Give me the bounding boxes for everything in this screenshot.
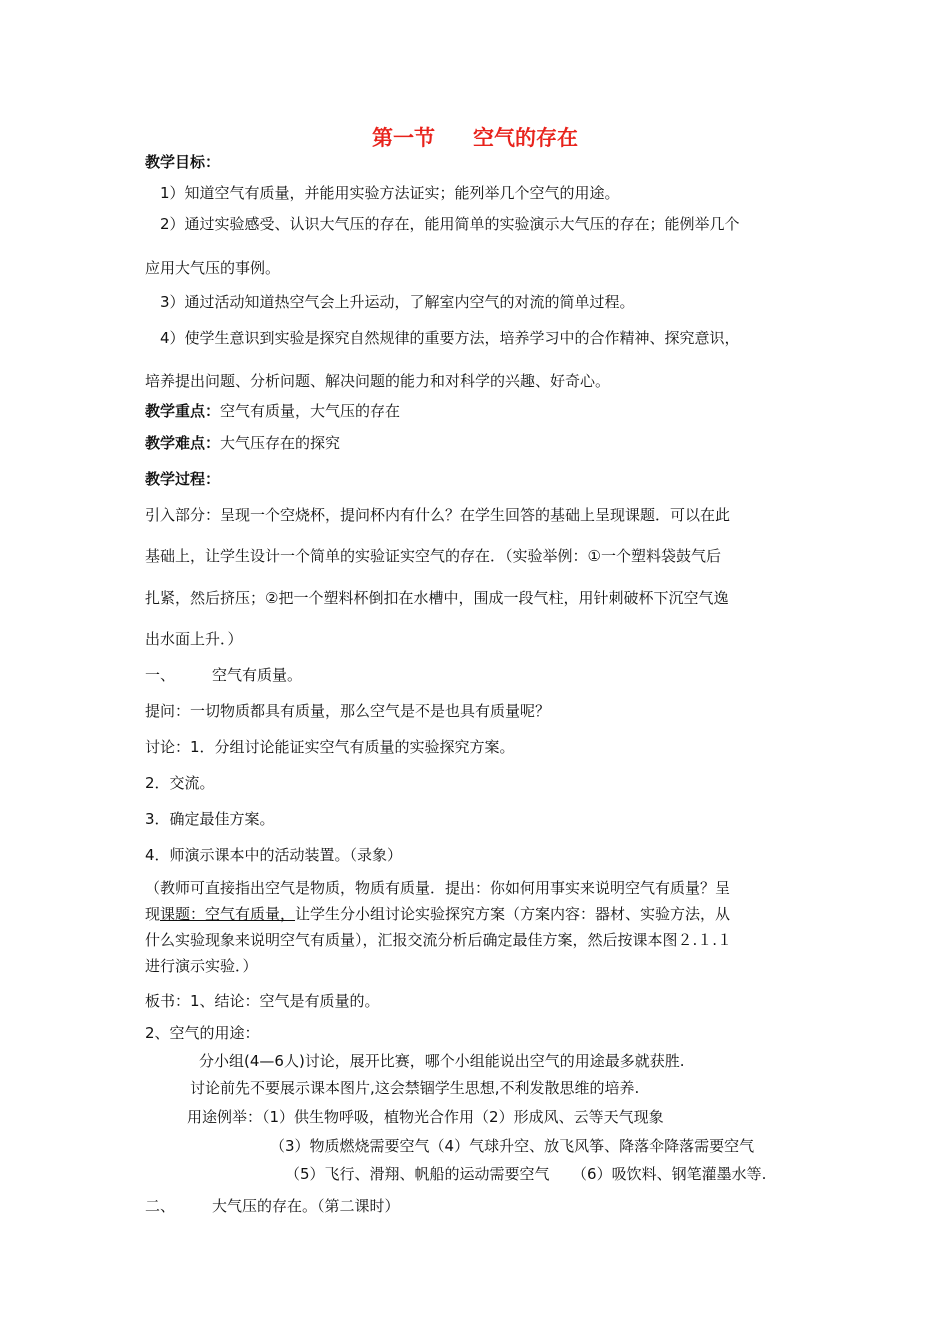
uses-line: 讨论前先不要展示课本图片,这会禁锢学生思想,不利发散思维的培养.	[190, 1079, 640, 1097]
objective-item: 1）知道空气有质量，并能用实验方法证实；能列举几个空气的用途。	[160, 184, 620, 202]
objective-item: 应用大气压的事例。	[145, 259, 281, 277]
examples-line: （3）物质燃烧需要空气（4）气球升空、放飞风筝、降落伞降落需要空气	[270, 1137, 755, 1155]
key-points	[145, 401, 400, 421]
objective-item: 3）通过活动知道热空气会上升运动，了解室内空气的对流的简单过程。	[160, 293, 635, 311]
difficulty-label: 教学难点：	[145, 434, 221, 452]
examples-line: （5）飞行、滑翔、帆船的运动需要空气 （6）吸饮料、钢笔灌墨水等.	[285, 1165, 767, 1183]
objective-item: 2）通过实验感受、认识大气压的存在，能用简单的实验演示大气压的存在；能例举几个	[160, 215, 740, 233]
discussion-item: 讨论：1．分组讨论能证实空气有质量的实验探究方案。	[145, 738, 515, 756]
page-title	[0, 124, 950, 152]
discussion-item: 2．交流。	[145, 774, 215, 792]
difficulty-text: 大气压存在的探究	[220, 434, 341, 452]
note-line: 什么实验现象来说明空气有质量），汇报交流分析后确定最佳方案，然后按课本图２.１.１	[145, 931, 733, 949]
discussion-item: 4．师演示课本中的活动装置。（录象）	[145, 846, 403, 864]
objective-item: 培养提出问题、分析问题、解决问题的能力和对科学的兴趣、好奇心。	[145, 372, 611, 390]
uses-line: 分小组(4—6人)讨论，展开比赛，哪个小组能说出空气的用途最多就获胜.	[199, 1052, 685, 1070]
discussion-item: 3．确定最佳方案。	[145, 810, 275, 828]
title-section: 第一节	[372, 126, 435, 150]
note-underlined-topic: 课题：空气有质量，	[160, 905, 296, 923]
intro-line: 出水面上升．）	[145, 630, 243, 648]
difficulty	[145, 433, 340, 453]
question-text: 提问：一切物质都具有质量，那么空气是不是也具有质量呢？	[145, 702, 551, 720]
note-text: 现	[145, 905, 161, 923]
uses-heading: 2、空气的用途：	[145, 1024, 260, 1042]
note-line	[145, 904, 730, 924]
note-line: （教师可直接指出空气是物质，物质有质量．提出：你如何用事实来说明空气有质量？呈	[145, 879, 731, 897]
note-line: 进行演示实验．）	[145, 957, 258, 975]
examples-line	[187, 1107, 664, 1127]
part-one-title: 空气有质量。	[212, 666, 303, 684]
note-text: 让学生分小组讨论实验探究方案（方案内容：器材、实验方法，从	[295, 905, 731, 923]
intro-line: 基础上，让学生设计一个简单的实验证实空气的存在．（实验举例：①一个塑料袋鼓气后	[145, 547, 721, 565]
board-writing: 板书：1、结论：空气是有质量的。	[145, 992, 380, 1010]
title-topic: 空气的存在	[473, 126, 578, 150]
process-heading: 教学过程：	[145, 470, 221, 488]
key-points-label: 教学重点：	[145, 402, 221, 420]
part-one-num: 一、	[145, 666, 176, 684]
key-points-text: 空气有质量，大气压的存在	[220, 402, 401, 420]
objective-item: 4）使学生意识到实验是探究自然规律的重要方法，培养学习中的合作精神、探究意识，	[160, 329, 740, 347]
examples-label: 用途例举：	[187, 1108, 263, 1126]
intro-line: 引入部分：呈现一个空烧杯，提问杯内有什么？在学生回答的基础上呈现课题．可以在此	[145, 506, 731, 524]
part-two-num: 二、	[145, 1197, 176, 1215]
objectives-heading: 教学目标：	[145, 153, 221, 171]
intro-line: 扎紧，然后挤压；②把一个塑料杯倒扣在水槽中，围成一段气柱，用针刺破杯下沉空气逸	[145, 589, 729, 607]
part-two-title: 大气压的存在。（第二课时）	[212, 1197, 400, 1215]
examples-text: （1）供生物呼吸，植物光合作用（2）形成风、云等天气现象	[262, 1108, 664, 1126]
